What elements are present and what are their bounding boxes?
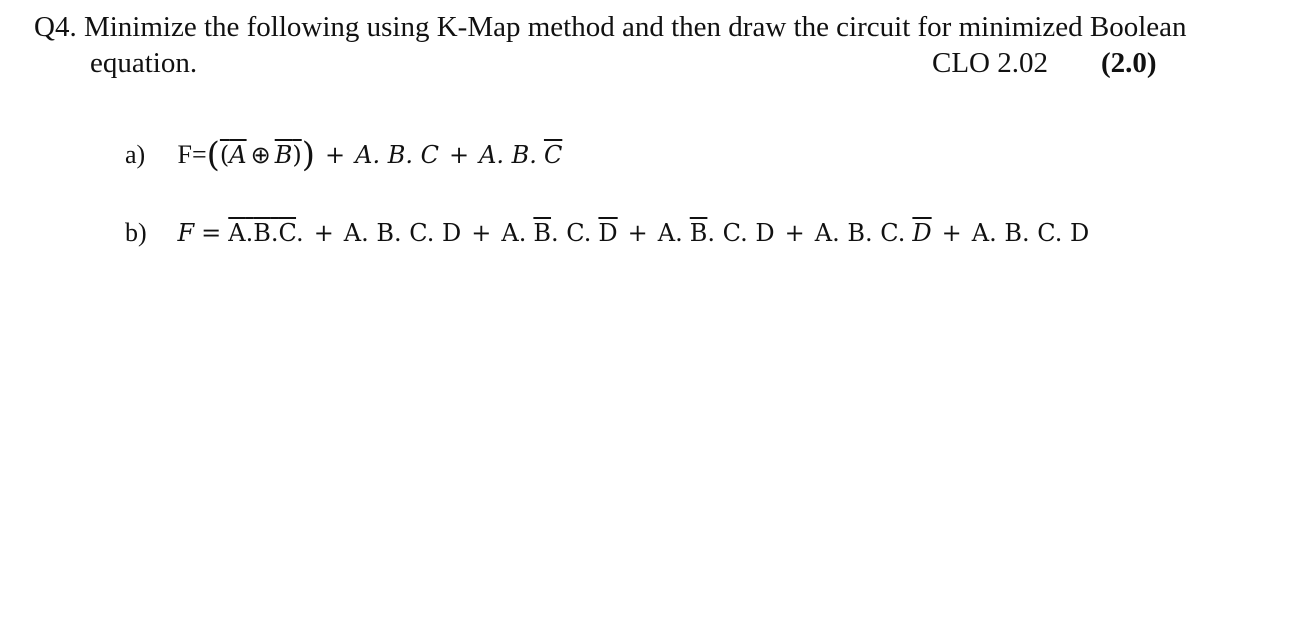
part-b-equation: F = A.B.C. + A. B. C. D + A. $\overline{B}$. C. $\overline{D} + A$. $\overline{B}$. C. D + A. B. C. $\overline{D} + A$. B. C. D (177, 219, 1090, 247)
plus-operator: + (784, 219, 805, 247)
f-prefix: F= (177, 140, 207, 169)
var-b: B (274, 141, 293, 169)
plus-operator: + (471, 219, 492, 247)
equals-sign: = (201, 219, 222, 247)
term-abc-bar-prefix: A. B. (479, 141, 537, 169)
term3: A. $\overline{B}$. C. $\overline{D}$ (501, 219, 618, 247)
plus-operator: + (448, 141, 470, 169)
var-c-bar: $\overline{C}$ (543, 141, 563, 169)
part-b-label: b) (125, 218, 147, 247)
xnor-group: (A ⊕ B) (219, 141, 302, 169)
open-paren: ( (206, 135, 220, 175)
part-a (125, 135, 563, 175)
close-paren: ) (301, 135, 315, 175)
part-a-label: a) (125, 140, 146, 169)
xor-symbol: ⊕ (250, 141, 271, 169)
plus-operator: + (313, 219, 334, 247)
question-text: Q4. Minimize the following using K-Map method and then draw the circuit for minimized Boolean (34, 11, 1187, 43)
plus-operator: + (325, 141, 346, 169)
clo-label: CLO 2.02 (932, 47, 1048, 79)
part-b (125, 218, 1089, 248)
term1: A.B.C (228, 219, 297, 247)
term-abc: A. B. C (355, 141, 439, 169)
part-a-equation (177, 135, 563, 175)
term6: A. B. C. D (971, 219, 1090, 247)
question-block (34, 9, 1264, 81)
question-line2 (34, 45, 1264, 81)
marks-label: (2.0) (1101, 47, 1157, 79)
var-f: F (177, 219, 195, 247)
plus-operator: + (627, 219, 648, 247)
term4: A. $\overline{B}$. C. D (657, 219, 775, 247)
term2: A. B. C. D (343, 219, 462, 247)
term5: A. B. C. $\overline{D}$ (814, 219, 932, 247)
plus-operator: + (941, 219, 962, 247)
question-text-continued: equation. (90, 47, 198, 79)
var-a: A (229, 141, 247, 169)
